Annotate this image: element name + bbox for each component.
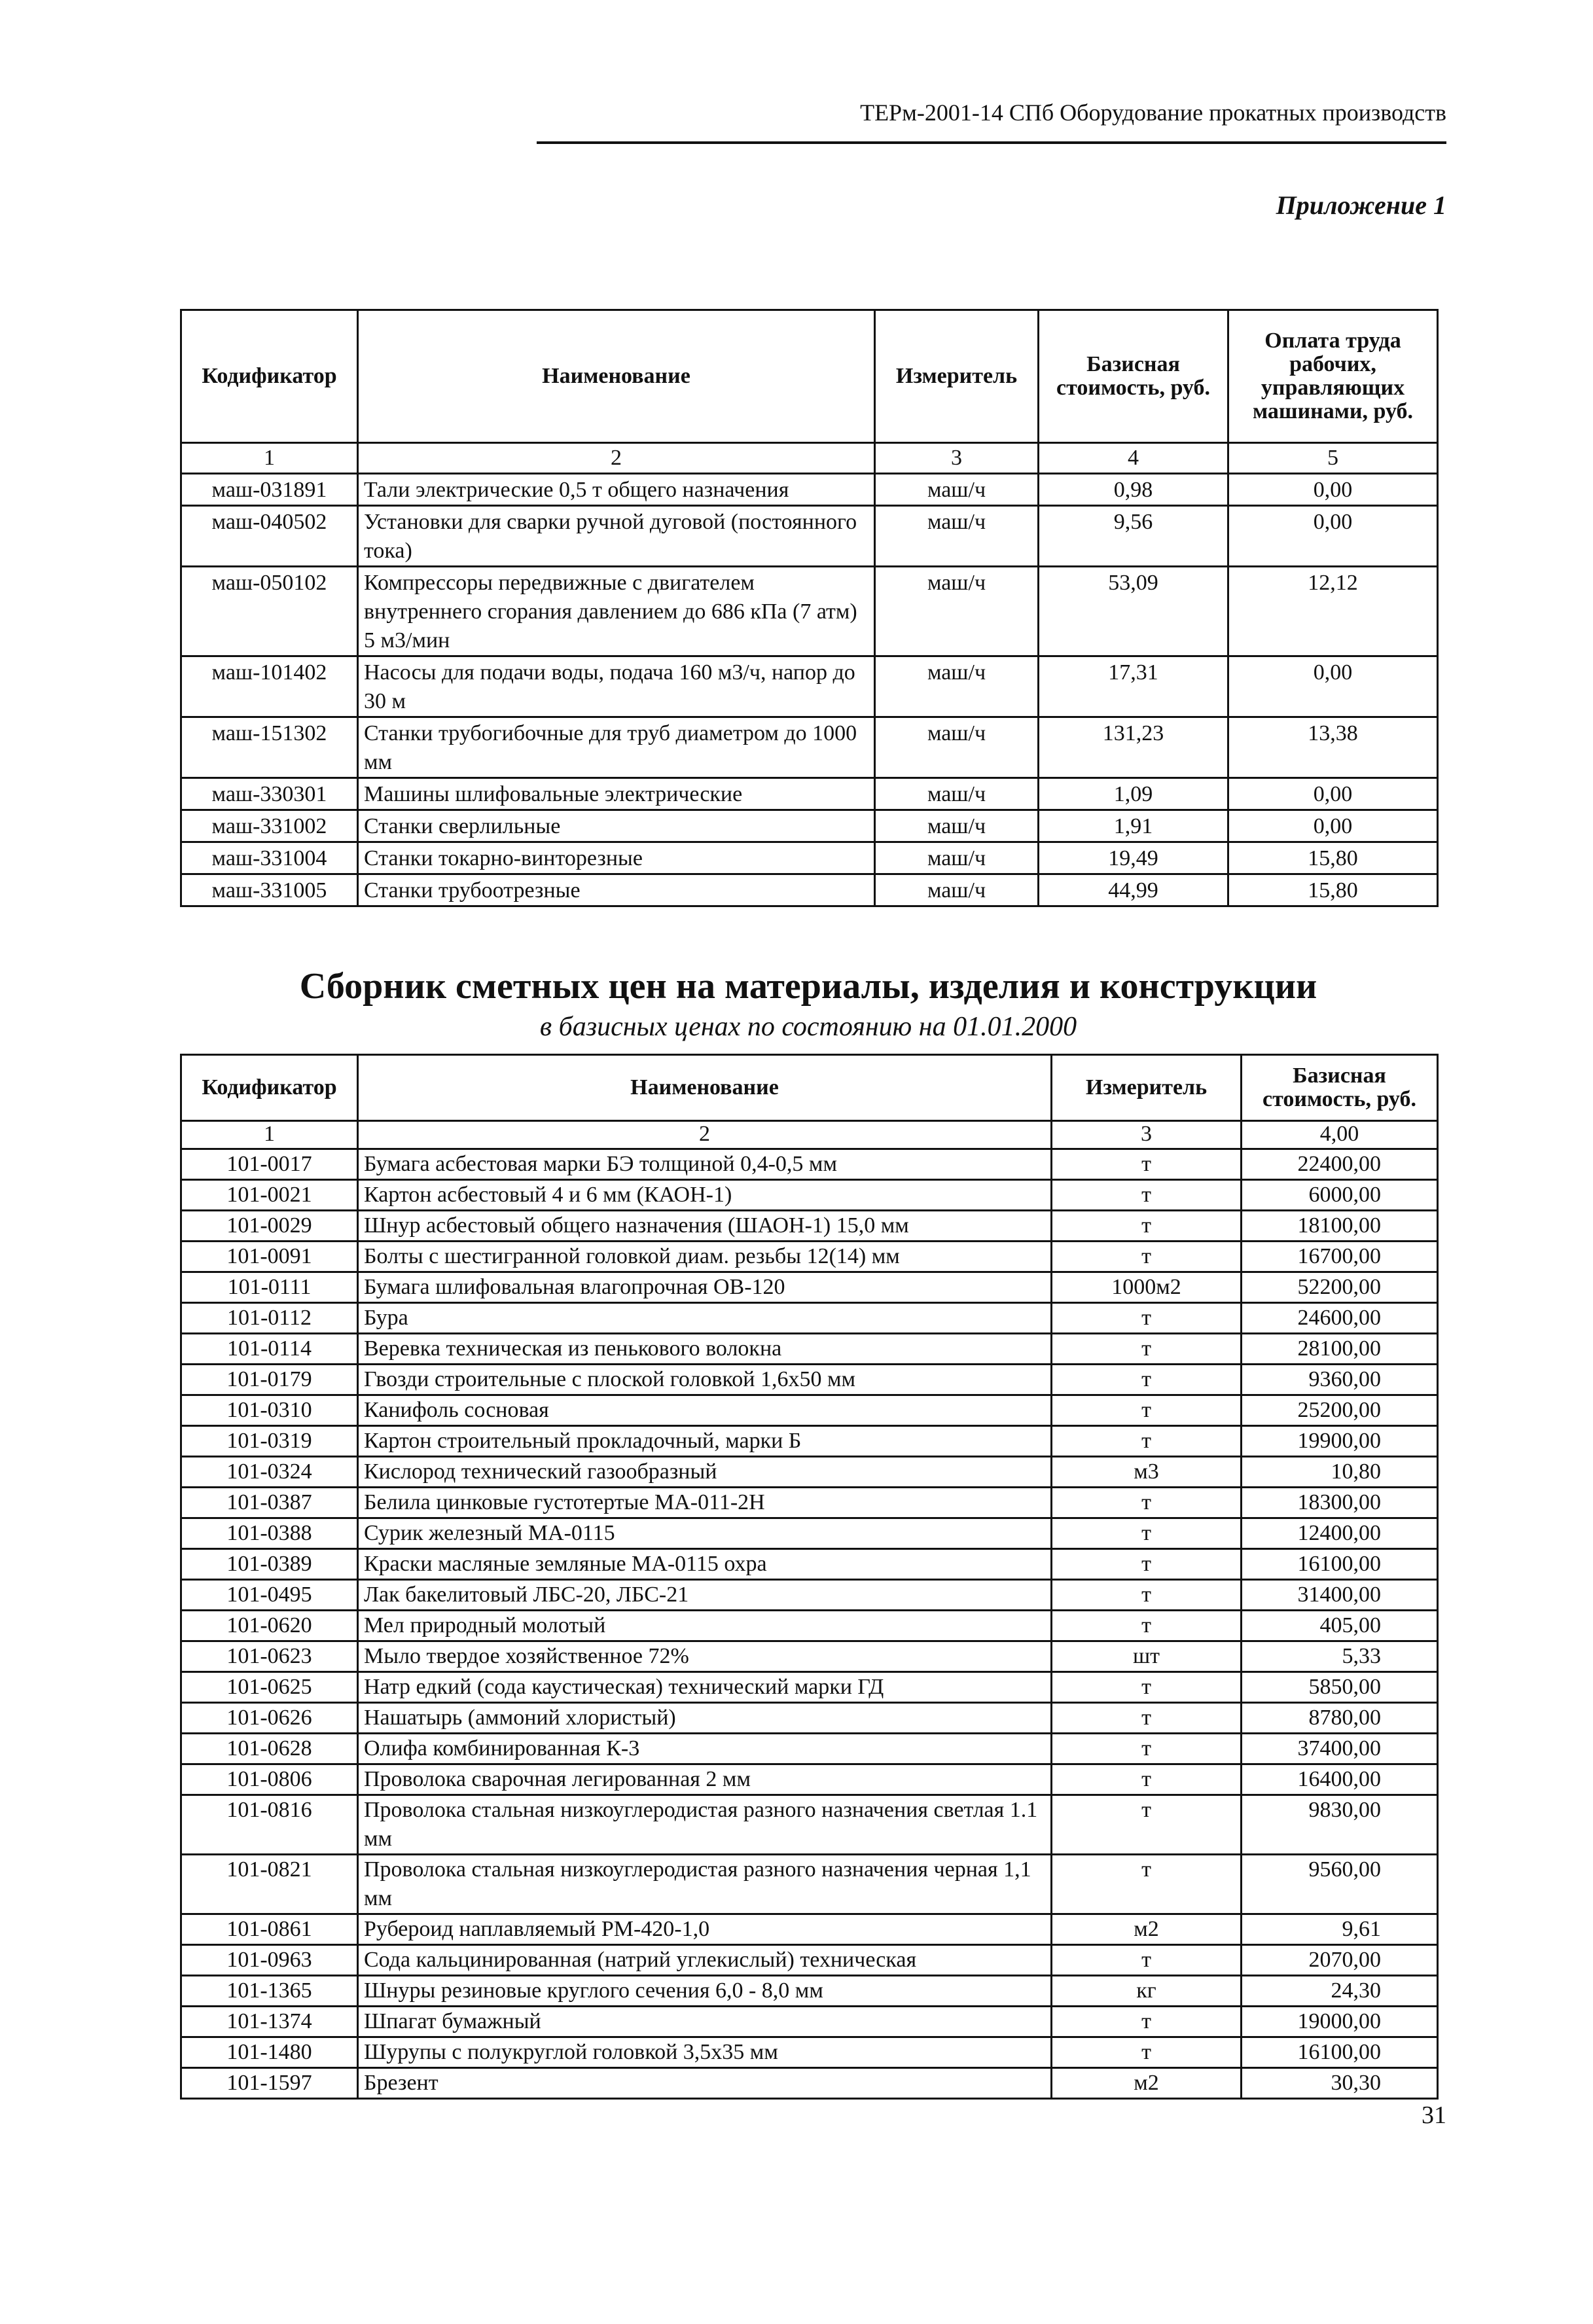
cell-name: Проволока стальная низкоуглеродистая разного назначения светлая 1.1 мм (358, 1795, 1052, 1855)
materials-table (180, 1054, 1439, 2100)
materials-header-row (181, 1055, 1438, 1121)
cell-name: Мыло твердое хозяйственное 72% (358, 1641, 1052, 1672)
cell-unit: т (1052, 1303, 1242, 1334)
cell-cost: 44,99 (1039, 874, 1228, 906)
cell-cost: 25200,00 (1242, 1395, 1438, 1426)
cell-cost: 52200,00 (1242, 1272, 1438, 1303)
cell-cost: 131,23 (1039, 717, 1228, 778)
cell-cost: 16100,00 (1242, 2037, 1438, 2068)
cell-pay: 0,00 (1228, 656, 1438, 717)
cell-name: Болты с шестигранной головкой диам. резьбы 12(14) мм (358, 1242, 1052, 1272)
cell-unit: м2 (1052, 1914, 1242, 1945)
cell-unit: т (1052, 1211, 1242, 1242)
column-header-cost: Базисная стоимость, руб. (1242, 1055, 1438, 1121)
cell-cost: 24,30 (1242, 1976, 1438, 2007)
table-row (181, 1976, 1438, 2007)
table-row (181, 1855, 1438, 1914)
cell-pay: 0,00 (1228, 474, 1438, 506)
column-header-unit: Измеритель (1052, 1055, 1242, 1121)
cell-unit: т (1052, 1395, 1242, 1426)
column-header-code: Кодификатор (181, 1055, 358, 1121)
table-row (181, 1611, 1438, 1641)
table-row (181, 810, 1438, 842)
table-row (181, 1395, 1438, 1426)
table-row (181, 1734, 1438, 1764)
cell-code: 101-1597 (181, 2068, 358, 2099)
cell-cost: 37400,00 (1242, 1734, 1438, 1764)
table-row (181, 1457, 1438, 1488)
cell-name: Картон строительный прокладочный, марки Б (358, 1426, 1052, 1457)
cell-name: Шпагат бумажный (358, 2007, 1052, 2037)
cell-code: 101-1365 (181, 1976, 358, 2007)
cell-cost: 12400,00 (1242, 1518, 1438, 1549)
cell-cost: 24600,00 (1242, 1303, 1438, 1334)
cell-name: Бумага шлифовальная влагопрочная ОВ-120 (358, 1272, 1052, 1303)
cell-cost: 10,80 (1242, 1457, 1438, 1488)
cell-unit: т (1052, 1611, 1242, 1641)
cell-cost: 30,30 (1242, 2068, 1438, 2099)
cell-pay: 15,80 (1228, 874, 1438, 906)
cell-unit: т (1052, 1855, 1242, 1914)
cell-unit: т (1052, 1549, 1242, 1580)
cell-cost: 19900,00 (1242, 1426, 1438, 1457)
cell-cost: 18300,00 (1242, 1488, 1438, 1518)
table-row (181, 506, 1438, 567)
column-header-unit: Измеритель (875, 310, 1039, 443)
table-row (181, 1303, 1438, 1334)
cell-cost: 19000,00 (1242, 2007, 1438, 2037)
cell-cost: 53,09 (1039, 567, 1228, 656)
cell-unit: т (1052, 1149, 1242, 1180)
cell-unit: 1000м2 (1052, 1272, 1242, 1303)
cell-pay: 0,00 (1228, 810, 1438, 842)
cell-name: Кислород технический газообразный (358, 1457, 1052, 1488)
cell-code: 101-0310 (181, 1395, 358, 1426)
cell-name: Сода кальцинированная (натрий углекислый) техническая (358, 1945, 1052, 1976)
cell-code: 101-0495 (181, 1580, 358, 1611)
header-rule (537, 141, 1446, 144)
table-row (181, 1914, 1438, 1945)
table-row (181, 567, 1438, 656)
cell-unit: т (1052, 1795, 1242, 1855)
table-row (181, 1580, 1438, 1611)
cell-name: Натр едкий (сода каустическая) технический марки ГД (358, 1672, 1052, 1703)
cell-unit: т (1052, 2037, 1242, 2068)
table-row (181, 717, 1438, 778)
table-row (181, 1945, 1438, 1976)
cell-code: 101-0017 (181, 1149, 358, 1180)
cell-cost: 22400,00 (1242, 1149, 1438, 1180)
table-row (181, 1488, 1438, 1518)
cell-unit: т (1052, 1518, 1242, 1549)
column-number: 4 (1039, 443, 1228, 474)
table-row (181, 1211, 1438, 1242)
cell-code: маш-031891 (181, 474, 358, 506)
cell-code: 101-1374 (181, 2007, 358, 2037)
cell-unit: т (1052, 1580, 1242, 1611)
table-row (181, 1518, 1438, 1549)
cell-name: Проволока стальная низкоуглеродистая разного назначения черная 1,1 мм (358, 1855, 1052, 1914)
cell-name: Бура (358, 1303, 1052, 1334)
table-row (181, 656, 1438, 717)
cell-name: Мел природный молотый (358, 1611, 1052, 1641)
cell-code: маш-331004 (181, 842, 358, 874)
cell-name: Станки токарно-винторезные (358, 842, 875, 874)
cell-name: Канифоль сосновая (358, 1395, 1052, 1426)
cell-code: 101-0389 (181, 1549, 358, 1580)
column-header-pay: Оплата труда рабочих, управляющих машинами, руб. (1228, 310, 1438, 443)
cell-name: Рубероид наплавляемый РМ-420-1,0 (358, 1914, 1052, 1945)
column-number: 3 (875, 443, 1039, 474)
cell-cost: 9830,00 (1242, 1795, 1438, 1855)
cell-code: маш-050102 (181, 567, 358, 656)
cell-pay: 0,00 (1228, 506, 1438, 567)
cell-cost: 31400,00 (1242, 1580, 1438, 1611)
cell-unit: т (1052, 1426, 1242, 1457)
table-row (181, 1703, 1438, 1734)
cell-cost: 8780,00 (1242, 1703, 1438, 1734)
cell-unit: т (1052, 1488, 1242, 1518)
cell-name: Белила цинковые густотертые МА-011-2Н (358, 1488, 1052, 1518)
cell-code: 101-0861 (181, 1914, 358, 1945)
cell-name: Компрессоры передвижные с двигателем внутреннего сгорания давлением до 686 кПа (7 атм) 5 м3/мин (358, 567, 875, 656)
machines-header-row (181, 310, 1438, 443)
cell-cost: 0,98 (1039, 474, 1228, 506)
cell-name: Лак бакелитовый ЛБС-20, ЛБС-21 (358, 1580, 1052, 1611)
materials-section-subtitle: в базисных ценах по состоянию на 01.01.2000 (539, 1012, 1077, 1042)
table-row (181, 1242, 1438, 1272)
cell-code: 101-0821 (181, 1855, 358, 1914)
cell-code: 101-0816 (181, 1795, 358, 1855)
cell-unit: маш/ч (875, 717, 1039, 778)
cell-name: Станки трубогибочные для труб диаметром до 1000 мм (358, 717, 875, 778)
cell-cost: 405,00 (1242, 1611, 1438, 1641)
column-header-code: Кодификатор (181, 310, 358, 443)
cell-unit: т (1052, 1703, 1242, 1734)
column-number: 1 (181, 443, 358, 474)
cell-code: 101-0623 (181, 1641, 358, 1672)
table-row (181, 2007, 1438, 2037)
cell-cost: 2070,00 (1242, 1945, 1438, 1976)
cell-code: 101-0112 (181, 1303, 358, 1334)
cell-code: 101-0111 (181, 1272, 358, 1303)
cell-cost: 9560,00 (1242, 1855, 1438, 1914)
cell-name: Шнуры резиновые круглого сечения 6,0 - 8,0 мм (358, 1976, 1052, 2007)
table-row (181, 1180, 1438, 1211)
column-header-name: Наименование (358, 310, 875, 443)
cell-unit: маш/ч (875, 874, 1039, 906)
cell-code: маш-331002 (181, 810, 358, 842)
cell-cost: 1,91 (1039, 810, 1228, 842)
cell-name: Веревка техническая из пенькового волокна (358, 1334, 1052, 1365)
cell-name: Картон асбестовый 4 и 6 мм (КАОН-1) (358, 1180, 1052, 1211)
table-row (181, 1764, 1438, 1795)
table-row (181, 1334, 1438, 1365)
cell-name: Машины шлифовальные электрические (358, 778, 875, 810)
cell-name: Сурик железный МА-0115 (358, 1518, 1052, 1549)
cell-unit: м3 (1052, 1457, 1242, 1488)
column-number: 2 (358, 443, 875, 474)
column-number-row (181, 1121, 1438, 1149)
cell-code: 101-0806 (181, 1764, 358, 1795)
table-row (181, 1426, 1438, 1457)
cell-cost: 16400,00 (1242, 1764, 1438, 1795)
table-row (181, 1641, 1438, 1672)
cell-code: маш-330301 (181, 778, 358, 810)
column-header-name: Наименование (358, 1055, 1052, 1121)
cell-cost: 16700,00 (1242, 1242, 1438, 1272)
cell-name: Шнур асбестовый общего назначения (ШАОН-1) 15,0 мм (358, 1211, 1052, 1242)
cell-unit: маш/ч (875, 810, 1039, 842)
cell-code: 101-0324 (181, 1457, 358, 1488)
cell-code: 101-0626 (181, 1703, 358, 1734)
cell-unit: т (1052, 1734, 1242, 1764)
cell-code: 101-0625 (181, 1672, 358, 1703)
cell-name: Краски масляные земляные МА-0115 охра (358, 1549, 1052, 1580)
cell-name: Тали электрические 0,5 т общего назначения (358, 474, 875, 506)
cell-code: 101-0319 (181, 1426, 358, 1457)
cell-unit: маш/ч (875, 778, 1039, 810)
table-row (181, 1272, 1438, 1303)
column-number: 5 (1228, 443, 1438, 474)
cell-name: Станки трубоотрезные (358, 874, 875, 906)
cell-cost: 28100,00 (1242, 1334, 1438, 1365)
cell-cost: 9360,00 (1242, 1365, 1438, 1395)
cell-pay: 15,80 (1228, 842, 1438, 874)
cell-code: 101-0387 (181, 1488, 358, 1518)
cell-code: 101-0029 (181, 1211, 358, 1242)
cell-code: 101-0388 (181, 1518, 358, 1549)
cell-name: Шурупы с полукруглой головкой 3,5x35 мм (358, 2037, 1052, 2068)
cell-code: маш-040502 (181, 506, 358, 567)
table-row (181, 2037, 1438, 2068)
table-row (181, 1365, 1438, 1395)
cell-cost: 6000,00 (1242, 1180, 1438, 1211)
table-row (181, 1149, 1438, 1180)
cell-pay: 0,00 (1228, 778, 1438, 810)
table-row (181, 874, 1438, 906)
cell-name: Олифа комбинированная К-3 (358, 1734, 1052, 1764)
cell-code: маш-151302 (181, 717, 358, 778)
cell-code: 101-1480 (181, 2037, 358, 2068)
table-row (181, 1795, 1438, 1855)
page-number: 31 (1422, 2101, 1446, 2129)
cell-cost: 18100,00 (1242, 1211, 1438, 1242)
cell-unit: маш/ч (875, 506, 1039, 567)
cell-unit: т (1052, 1672, 1242, 1703)
table-row (181, 1549, 1438, 1580)
column-header-cost: Базисная стоимость, руб. (1039, 310, 1228, 443)
appendix-label: Приложение 1 (1276, 190, 1446, 220)
cell-cost: 17,31 (1039, 656, 1228, 717)
column-number-row (181, 443, 1438, 474)
machines-table (180, 309, 1439, 907)
cell-cost: 5,33 (1242, 1641, 1438, 1672)
cell-unit: т (1052, 1242, 1242, 1272)
cell-code: маш-331005 (181, 874, 358, 906)
column-number: 3 (1052, 1121, 1242, 1149)
cell-name: Нашатырь (аммоний хлористый) (358, 1703, 1052, 1734)
cell-name: Гвозди строительные с плоской головкой 1,6x50 мм (358, 1365, 1052, 1395)
cell-unit: т (1052, 1945, 1242, 1976)
cell-unit: маш/ч (875, 474, 1039, 506)
table-row (181, 1672, 1438, 1703)
cell-unit: кг (1052, 1976, 1242, 2007)
cell-code: 101-0114 (181, 1334, 358, 1365)
cell-name: Бумага асбестовая марки БЭ толщиной 0,4-0,5 мм (358, 1149, 1052, 1180)
cell-code: 101-0963 (181, 1945, 358, 1976)
cell-code: маш-101402 (181, 656, 358, 717)
cell-unit: т (1052, 1764, 1242, 1795)
cell-unit: т (1052, 1180, 1242, 1211)
cell-cost: 9,56 (1039, 506, 1228, 567)
column-number: 2 (358, 1121, 1052, 1149)
cell-unit: маш/ч (875, 656, 1039, 717)
document-header-title: ТЕРм-2001-14 СПб Оборудование прокатных производств (860, 99, 1446, 126)
cell-unit: т (1052, 1365, 1242, 1395)
cell-cost: 9,61 (1242, 1914, 1438, 1945)
cell-pay: 12,12 (1228, 567, 1438, 656)
cell-code: 101-0620 (181, 1611, 358, 1641)
cell-unit: т (1052, 2007, 1242, 2037)
cell-code: 101-0091 (181, 1242, 358, 1272)
table-row (181, 842, 1438, 874)
cell-unit: т (1052, 1334, 1242, 1365)
cell-code: 101-0021 (181, 1180, 358, 1211)
cell-name: Установки для сварки ручной дуговой (постоянного тока) (358, 506, 875, 567)
table-row (181, 474, 1438, 506)
column-number: 4,00 (1242, 1121, 1438, 1149)
materials-section-title: Сборник сметных цен на материалы, изделия и конструкции (299, 966, 1317, 1007)
cell-cost: 1,09 (1039, 778, 1228, 810)
cell-unit: м2 (1052, 2068, 1242, 2099)
cell-name: Проволока сварочная легированная 2 мм (358, 1764, 1052, 1795)
cell-code: 101-0179 (181, 1365, 358, 1395)
cell-unit: шт (1052, 1641, 1242, 1672)
table-row (181, 2068, 1438, 2099)
cell-name: Насосы для подачи воды, подача 160 м3/ч, напор до 30 м (358, 656, 875, 717)
cell-cost: 19,49 (1039, 842, 1228, 874)
column-number: 1 (181, 1121, 358, 1149)
cell-pay: 13,38 (1228, 717, 1438, 778)
cell-unit: маш/ч (875, 842, 1039, 874)
cell-code: 101-0628 (181, 1734, 358, 1764)
cell-unit: маш/ч (875, 567, 1039, 656)
cell-cost: 5850,00 (1242, 1672, 1438, 1703)
cell-cost: 16100,00 (1242, 1549, 1438, 1580)
cell-name: Брезент (358, 2068, 1052, 2099)
cell-name: Станки сверлильные (358, 810, 875, 842)
table-row (181, 778, 1438, 810)
